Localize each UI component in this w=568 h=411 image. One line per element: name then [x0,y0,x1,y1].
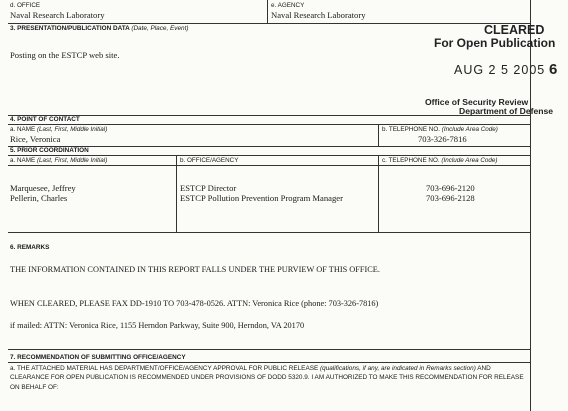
section4-divider [378,124,379,146]
section5-title: 5. PRIOR COORDINATION [10,147,89,154]
coord-office-2: ESTCP Pollution Prevention Program Manager [180,193,343,203]
remark-line-2: WHEN CLEARED, PLEASE FAX DD-1910 TO 703-478-0526. ATTN: Veronica Rice (phone: 703-326-7816) [10,299,379,308]
publication-data-value: Posting on the ESTCP web site. [10,50,120,60]
agency-label: e. AGENCY [271,2,305,9]
coord-phone-2: 703-696-2128 [426,193,475,203]
remark-line-3: if mailed: ATTN: Veronica Rice, 1155 Herndon Parkway, Suite 900, Herndon, VA 20170 [10,321,305,330]
divider [8,155,530,156]
section4-title: 4. POINT OF CONTACT [10,116,80,123]
coord-name-2: Pellerin, Charles [10,193,68,203]
divider [8,349,530,350]
divider [8,165,530,166]
stamp-open-publication: For Open Publication [434,36,556,50]
section5-divider-2 [378,155,379,232]
poc-name-value: Rice, Veronica [10,134,61,144]
stamp-number: 6 [549,61,558,78]
section7-title: 7. RECOMMENDATION OF SUBMITTING OFFICE/AGENCY [10,354,186,361]
divider [8,23,530,24]
poc-phone-label: b. TELEPHONE NO. (Include Area Code) [382,126,498,133]
office-value: Naval Research Laboratory [10,10,105,20]
coord-phone-1: 703-696-2120 [426,183,475,193]
divider [8,115,530,116]
remark-line-1: THE INFORMATION CONTAINED IN THIS REPORT FALLS UNDER THE PURVIEW OF THIS OFFICE. [10,265,380,274]
section6-title: 6. REMARKS [10,244,50,251]
poc-name-label: a. NAME (Last, First, Middle Initial) [10,126,108,133]
stamp-date: AUG 2 5 2005 [454,63,546,77]
office-label: d. OFFICE [10,2,41,9]
row-de-divider [267,0,268,23]
coord-office-label: b. OFFICE/AGENCY [180,157,239,164]
stamp-department: Department of Defense [459,106,554,116]
divider [8,124,530,125]
section5-divider-1 [176,155,177,232]
divider [8,362,530,363]
divider [8,232,530,233]
form-right-border [530,0,531,411]
poc-phone-value: 703-326-7816 [418,134,467,144]
stamp-office: Office of Security Review [425,97,529,107]
coord-phone-label: c. TELEPHONE NO. (Include Area Code) [382,157,498,164]
coord-office-1: ESTCP Director [180,183,237,193]
recommendation-text: a. THE ATTACHED MATERIAL HAS DEPARTMENT/OFFICE/AGENCY APPROVAL FOR PUBLIC RELEASE (qualifications, if any, are indicated in Remarks section) AND CLEARANCE FOR OPEN PUBLICATION IS RECOMMENDED UNDER PROVISIONS OF DODD 5320.9. I AM AUTHORIZED TO MAKE THIS RECOMMENDATION FOR RELEASE ON BEHALF OF: [10,365,524,391]
coord-name-1: Marquesee, Jeffrey [10,183,76,193]
section3-title: 3. PRESENTATION/PUBLICATION DATA (Date, Place, Event) [10,25,189,32]
coord-name-label: a. NAME (Last, First, Middle Initial) [10,157,108,164]
stamp-cleared: CLEARED [484,23,545,37]
agency-value: Naval Research Laboratory [271,10,366,20]
